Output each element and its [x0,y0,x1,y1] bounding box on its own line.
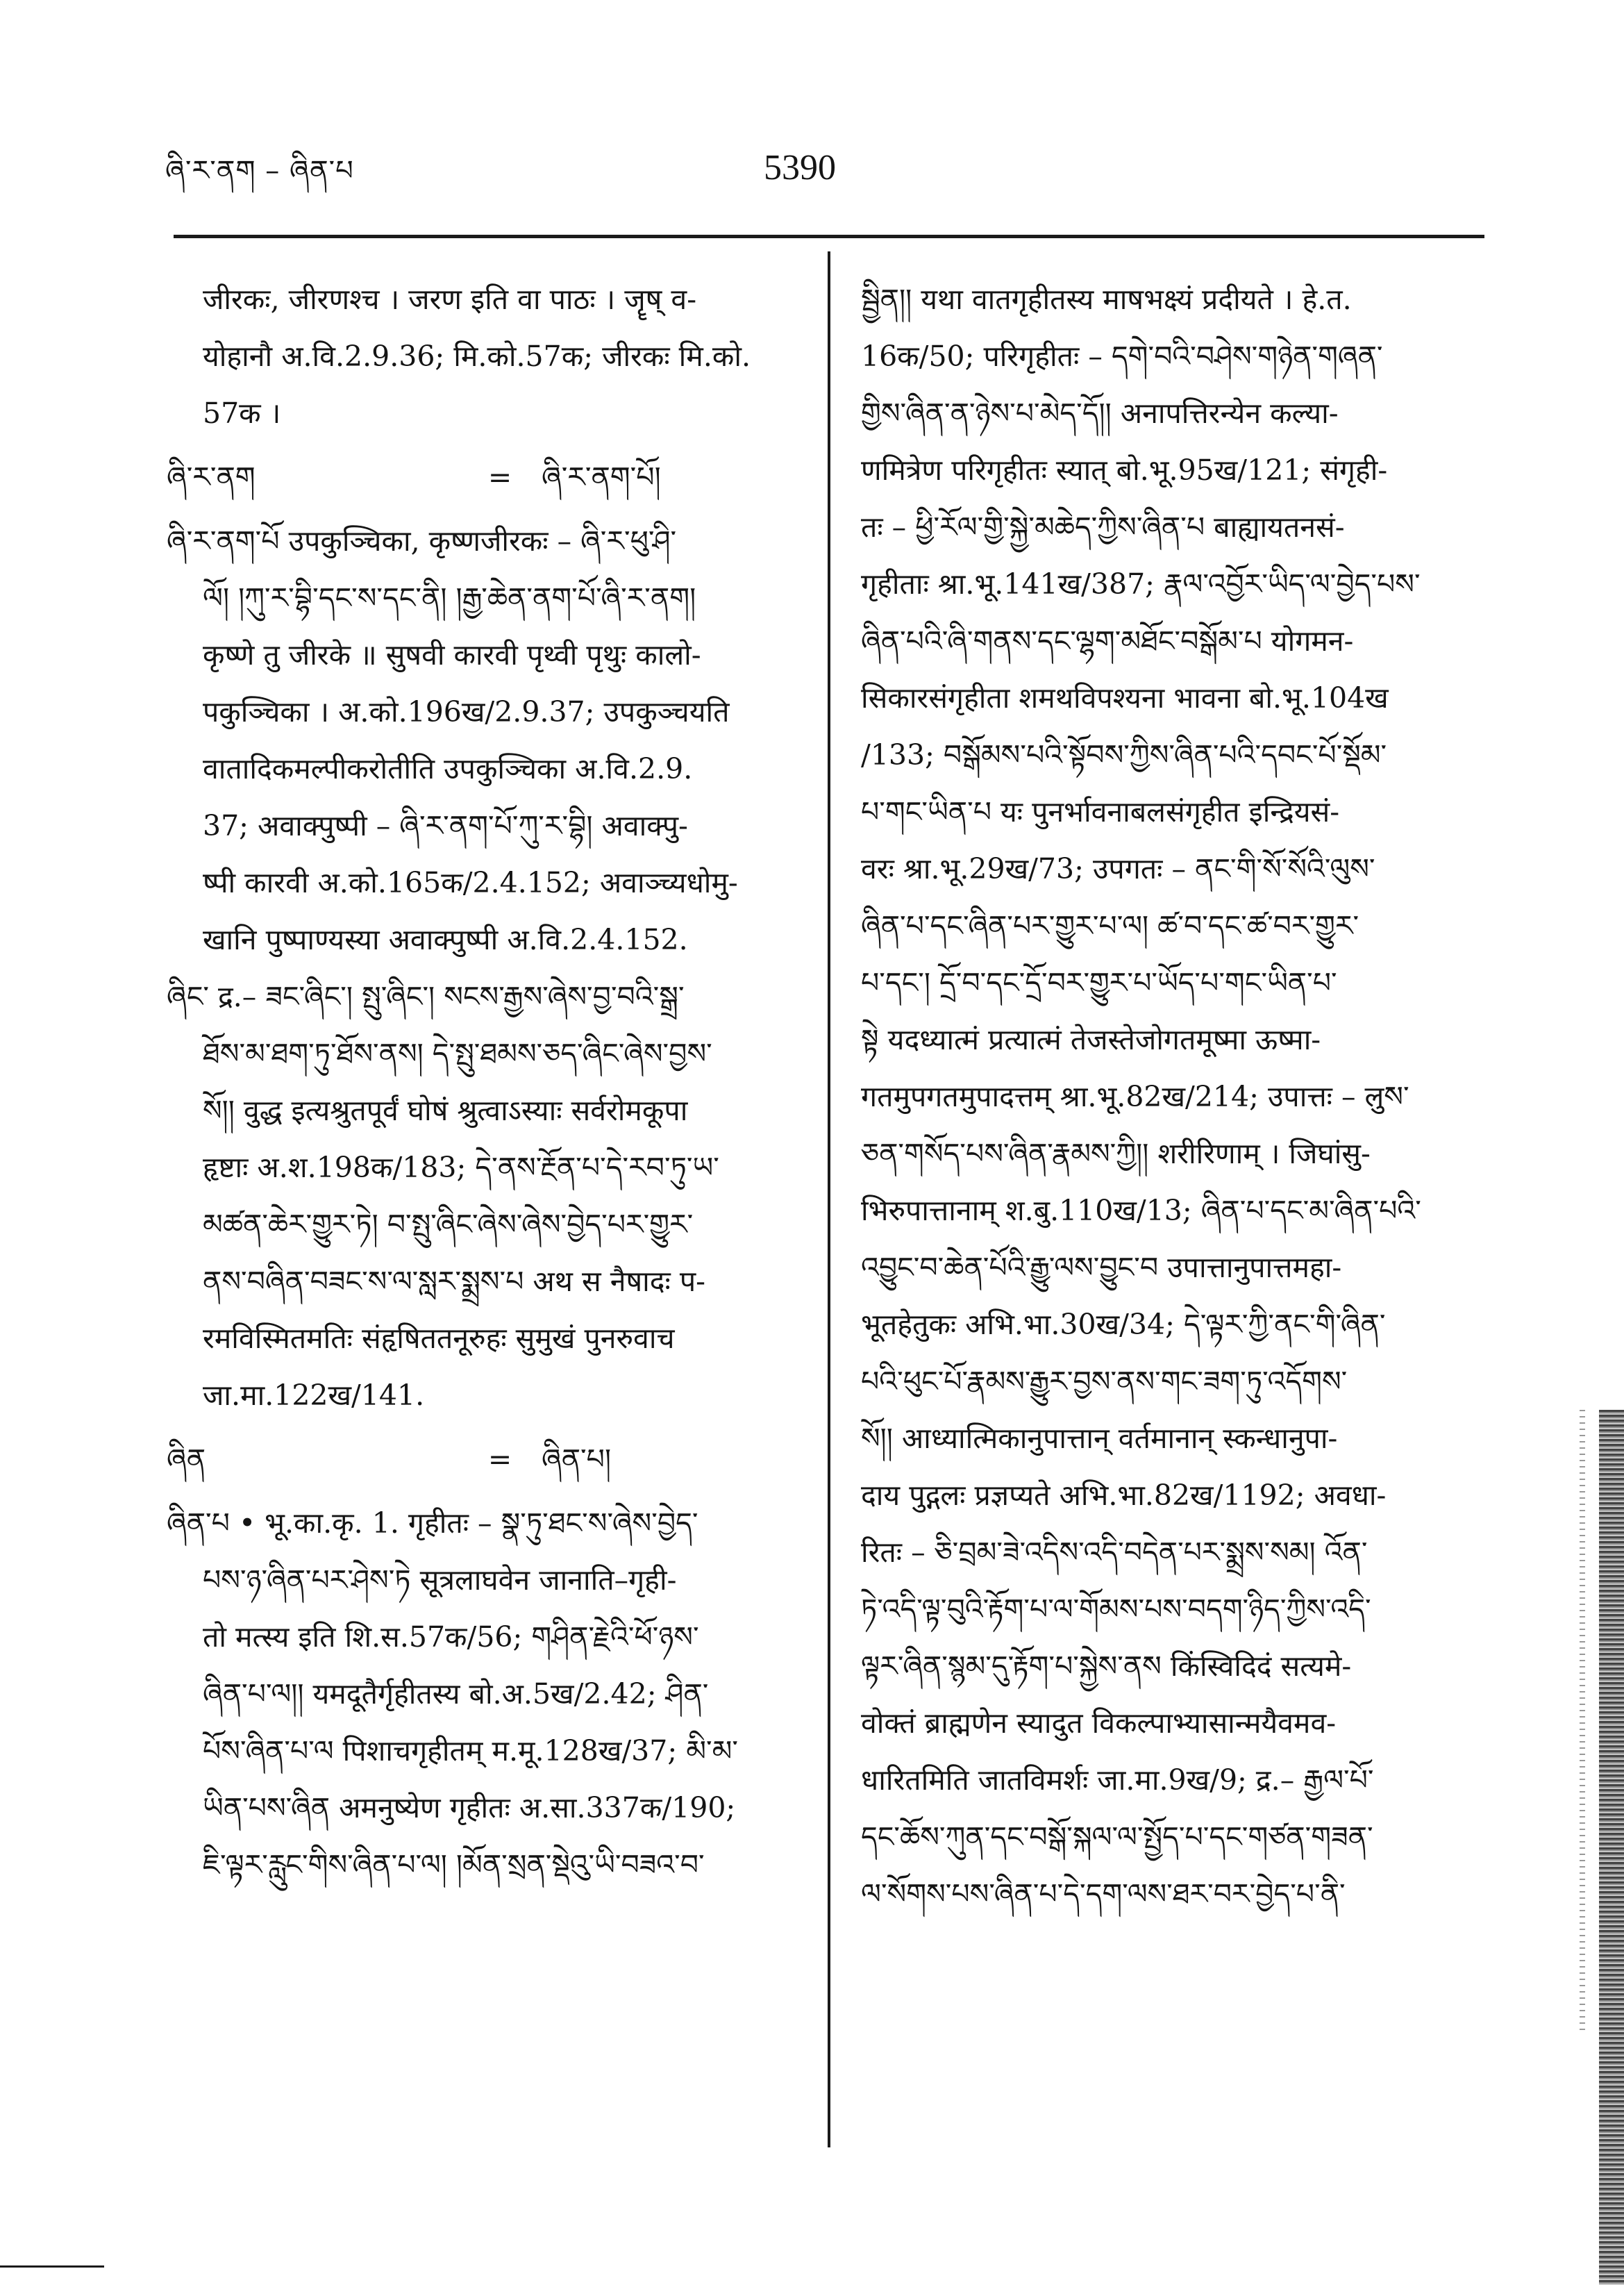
text-line: भिरुपात्तानाम् श.बु.110ख/13; ཞིན་པ་དང་མ་ཞིན་པའི་ [861,1194,1421,1227]
right-column [861,271,1479,1922]
text-line: ཏེ་འདི་ལྟ་བུའི་རྟོག་པ་ལ་གོམས་པས་བདག་ཉིད་ཀྱིས་འདི་ [861,1592,1371,1626]
headword-term: ཞིན [167,1442,206,1476]
text-line: भूतहेतुकः अभि.भा.30ख/34; དེ་ལྟར་ཀྱི་ནང་གི་ཞིན་ [861,1308,1386,1341]
running-head: ཞི་ར་ནག – ཞིན་པ [165,155,354,187]
text-line: गतमुपगतमुपादत्तम् श्रा.भू.82ख/214; उपात्तः – लुས་ [861,1080,1409,1113]
text-line: ཅན་གསོད་པས་ཞིན་རྣམས་ཀྱི།། शरीरिणाम् । जिघांसु- [861,1137,1371,1170]
entry-line: ཐོས་མ་ཐག་ཏུ་ཐོས་ནས། དེ་སྤུ་ཐམས་ཅད་ཞིང་ཞེས་བྱས་ [203,1037,712,1070]
header-rule [174,235,1484,238]
text-line: སོ།། आध्यात्मिकानुपात्तान् वर्तमानान् स्कन्धानुपा- [861,1422,1338,1455]
entry-line: ष्पी कारवी अ.को.165क/2.4.152; अवाञ्च्यधोमु- [203,866,738,899]
text-line: वोक्तं ब्राह्मणेन स्यादुत विकल्पाभ्यासान्मयैवमव- [861,1706,1337,1740]
entry-line: པས་ཉ་ཞིན་པར་ཤེས་ཏེ सूत्रलाघवेन जानाति–गृही- [203,1563,677,1597]
entry-line: हृष्टाः अ.श.198क/183; དེ་ནས་རྔོན་པ་དེ་རབ་ཏུ་ཡ་ [203,1151,719,1184]
text-line: པ་དང་། དྲོ་བ་དང་དྲོ་བར་གྱུར་པ་ཡོད་པ་གང་ཡིན་པ་ [861,966,1337,999]
entry-line: མཚན་ཆེར་གྱུར་ཏེ། བ་སྤུ་ཞིང་ཞེས་ཞེས་བྱེད་པར་གྱུར་ [203,1208,694,1241]
text-line: གྱིས་ཞིན་ན་ཉེས་པ་མེད་དོ།། अनापत्तिरन्येन कल्या- [861,397,1339,430]
text-line: योहानौ अ.वि.2.9.36; मि.को.57क; जीरकः मि.को. [203,340,751,373]
equals-sign: = [487,460,512,494]
text-line: སྦྱིན།། यथा वातगृहीतस्य माषभक्ष्यं प्रदीयते । हे.त. [861,283,1352,316]
entry-line: तो मत्स्य इति शि.स.57क/56; གཤིན་རྗེའི་ཕོ་ཉས་ [203,1620,699,1654]
text-line: པའི་ཕུང་པོ་རྣམས་རྒྱུར་བྱས་ནས་གང་ཟག་ཏུ་འདོགས་ [861,1365,1348,1398]
text-line: པ་གང་ཡིན་པ यः पुनर्भावनाबलसंगृहीत इन्द्रियसं- [861,795,1340,829]
text-line: 16क/50; परिगृहीतः – དགེ་བའི་བཤེས་གཉེན་གཞན་ [861,340,1383,373]
text-line: दाय पुद्गलः प्रज्ञप्यते अभि.भा.82ख/1192; अवधा- [861,1479,1387,1512]
headword-cross-reference [167,449,798,506]
equals-sign: = [487,1442,512,1476]
text-line: धारितमिति जातविमर्शः जा.मा.9ख/9; द्र.– རྒྱལ་པོ་ [861,1763,1374,1797]
entry-line: ཞིན་པ • भू.का.कृ. 1. गृहीतः – སྣ་ཏུ་ཐང་ས་ཞེས་བྱེད་ [167,1506,698,1540]
column-divider [828,251,830,2147]
text-line: /133; བསྒོམས་པའི་སྟོབས་ཀྱིས་ཞིན་པའི་དབང་པོ་སྡོམ་ [861,738,1387,772]
text-line: དང་ཆོས་ཀུན་དང་བསྒོ་སྐལ་ལ་སྤྱོད་པ་དང་གཙན་གཟན་ [861,1820,1373,1854]
entry-line: वातादिकमल्पीकरोतीति उपकुञ्चिका अ.वि.2.9. [203,752,693,785]
headword-target: ཞིན་པ། [542,1442,612,1476]
entry-line: ཞི་ར་ནག་པོ उपकुञ्चिका, कृष्णजीरकः – ཞི་ར་ཕུ་ཤི་ [167,524,677,558]
text-line: ཞིན་པའི་ཞི་གནས་དང་ལྷག་མཐོང་བསྒོམ་པ योगमन- [861,624,1354,658]
entry-line: कृष्णे तु जीरके ॥ सुषवी कारवी पृथ्वी पृथुः कालो- [203,638,701,672]
text-line: 57क । [203,397,281,430]
headword-cross-reference [167,1431,798,1488]
text-line: रितः – ཅི་བྲམ་ཟེ་འདིས་འདི་བདེན་པར་སྨྲས་སམ། འོན་ [861,1536,1368,1569]
left-column [167,271,798,1893]
entry-line: ཇི་ལྟར་རླུང་གིས་ཞིན་པ་ལ། །མོན་སྲན་སྡེའུ་ཡི་བཟའ་བ་ [203,1848,705,1881]
headword-term: ཞི་ར་ནག [167,460,256,494]
footer-rule [0,2265,104,2268]
entry-line: जा.मा.122ख/141. [203,1379,425,1412]
headword-target: ཞི་ར་ནག་པོ། [542,460,661,494]
scan-edge-artifact [1599,1410,1624,2285]
entry-line: ནས་བཞིན་བཟང་ས་ལ་སླར་སྨྲས་པ अथ स नैषादः प- [203,1265,705,1298]
text-line: गृहीताः श्रा.भू.141ख/387; རྣལ་འབྱོར་ཡིད་ལ་བྱེད་པས་ [861,567,1421,601]
entry-line: ཞིན་པ་ལ།། यमदूतैर्गृहीतस्य बो.अ.5ख/2.42; ཤིན་ [203,1677,709,1711]
text-line: ཞིན་པ་དང་ཞིན་པར་གྱུར་པ་ལ། ཚ་བ་དང་ཚ་བར་གྱུར་ [861,909,1359,942]
entry-line: ཡིན་པས་ཞིན अमनुष्येण गृहीतः अ.सा.337क/190; [203,1791,736,1824]
text-line: जीरकः, जीरणश्च । जरण इति वा पाठः । जॄष् व- [203,283,697,316]
entry-line: པོས་ཞིན་པ་ལ पिशाचगृहीतम् म.मू.128ख/37; མི་མ་ [203,1734,738,1768]
entry-line: पकुञ्चिका । अ.को.196ख/2.9.37; उपकुञ्चयति [203,695,730,729]
entry-line: रमविस्मितमतिः संहृषिततनूरुहः सुमुखं पुनरुवाच [203,1322,675,1355]
entry-line: ལོ། །ཀུ་ར་བྷི་དང་ས་དང་ནི། །རྒྱ་ཆེན་ནག་པོ་ཞི་ར་ནག། [203,581,696,615]
text-line: ལྟར་ཞིན་སྙམ་དུ་རྟོག་པ་སྐྱེས་ནས किंस्विदिदं सत्यमे- [861,1649,1352,1683]
text-line: सिकारसंगृहीता शमथविपश्यना भावना बो.भू.104ख [861,681,1389,715]
text-line: णमित्रेण परिगृहीतः स्यात् बो.भू.95ख/121; संगृही- [861,454,1388,487]
text-line: तः – ཕྱི་རོལ་གྱི་སྐྱེ་མཆེད་ཀྱིས་ཞིན་པ बाह्यायतनसं- [861,510,1345,544]
entry-line: ཞིང་ द्र.– ཟང་ཞིང་། སྤུ་ཞིང་། སངས་རྒྱས་ཞེས་བྱ་བའི་སྒྲ་ [167,980,685,1013]
entry-line: སོ།། वुद्ध इत्यश्रुतपूर्वं घोषं श्रुत्वाऽस्याः सर्वरोमकूपा [203,1094,688,1127]
entry-line: 37; अवाक्पुष्पी – ཞི་ར་ནག་པོ་ཀུ་ར་བྷི། अवाक्पु- [203,809,688,842]
text-line: སྟེ यदध्यात्मं प्रत्यात्मं तेजस्तेजोगतमूष्मा ऊष्मा- [861,1023,1321,1056]
scan-edge-artifact [1580,1410,1585,2035]
text-line: འབྱུང་བ་ཆེན་པོའི་རྒྱུ་ལས་བྱུང་བ उपात्तानुपात्तमहा- [861,1251,1342,1284]
text-line: ལ་སོགས་པས་ཞིན་པ་དེ་དག་ལས་ཐར་བར་བྱེད་པ་ནི་ [861,1877,1346,1911]
page-number: 5390 [764,148,836,188]
entry-line: खानि पुष्पाण्यस्या अवाक्पुष्पी अ.वि.2.4.152. [203,923,688,956]
text-line: वरः श्रा.भू.29ख/73; उपगतः – ནང་གི་སོ་སོའི་ལུས་ [861,852,1375,885]
